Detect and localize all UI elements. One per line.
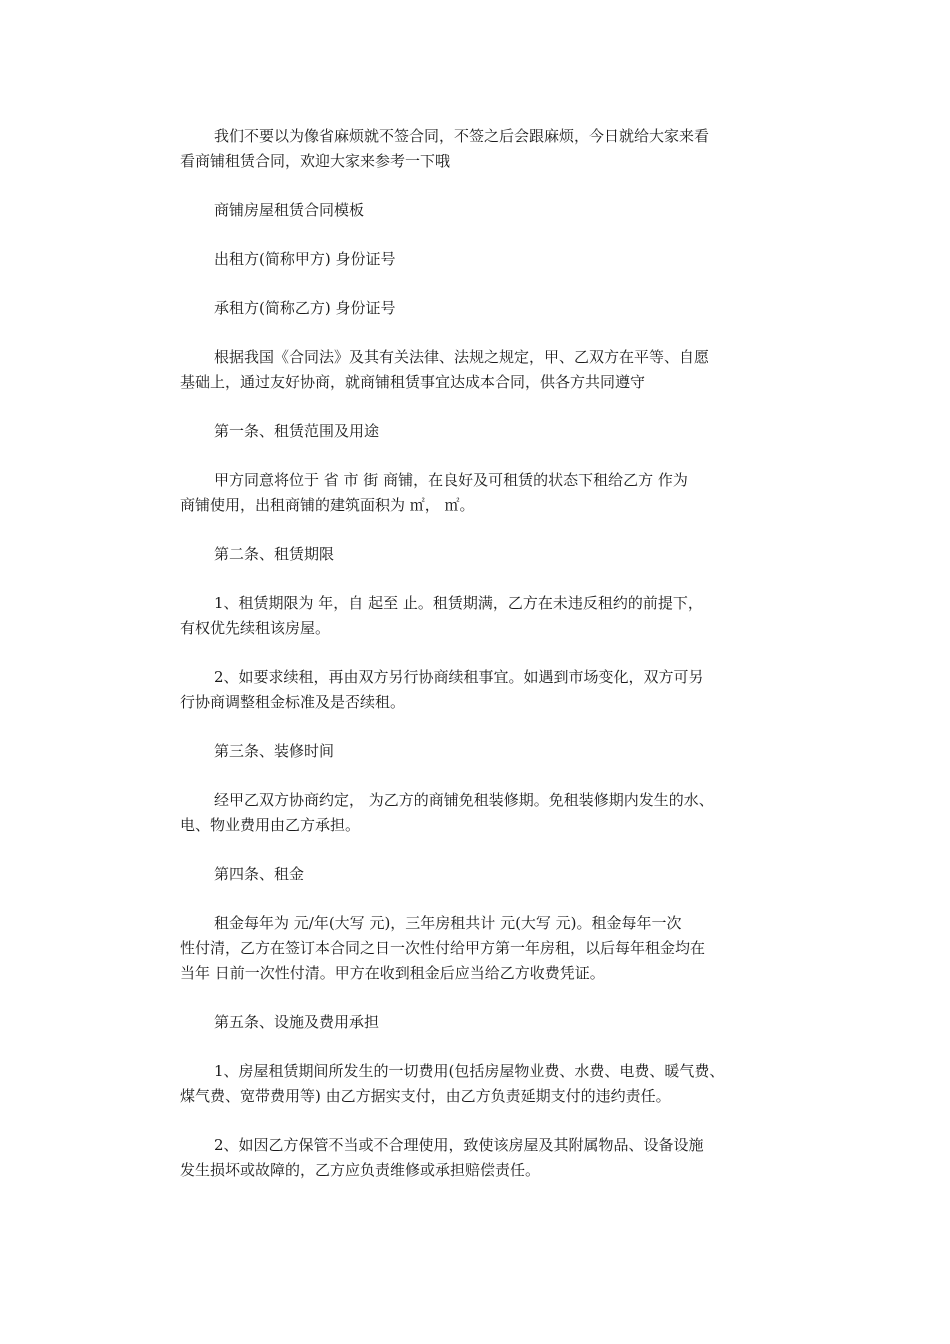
paragraph-line: 商铺使用，出租商铺的建筑面积为 ㎡， ㎡。 xyxy=(180,496,475,514)
paragraph xyxy=(180,788,780,838)
paragraph xyxy=(180,591,780,641)
paragraph-line: 第三条、装修时间 xyxy=(214,742,335,760)
paragraph xyxy=(180,247,780,272)
paragraph-line: 甲方同意将位于 省 市 街 商铺，在良好及可租赁的状态下租给乙方 作为 xyxy=(214,471,688,489)
paragraph-line: 看商铺租赁合同，欢迎大家来参考一下哦 xyxy=(180,152,451,170)
paragraph-line: 承租方(简称乙方) 身份证号 xyxy=(214,299,396,317)
paragraph xyxy=(180,665,780,715)
paragraph-line: 电、物业费用由乙方承担。 xyxy=(180,816,361,834)
paragraph xyxy=(180,1133,780,1183)
paragraph xyxy=(180,911,780,986)
paragraph xyxy=(180,1059,780,1109)
paragraph xyxy=(180,739,780,764)
paragraph-line: 经甲乙双方协商约定， 为乙方的商铺免租装修期。免租装修期内发生的水、 xyxy=(214,791,714,809)
paragraph-line: 煤气费、宽带费用等) 由乙方据实支付，由乙方负责延期支付的违约责任。 xyxy=(180,1087,671,1105)
paragraph-line: 1、房屋租赁期间所发生的一切费用(包括房屋物业费、水费、电费、暖气费、 xyxy=(214,1062,725,1080)
paragraph-line: 根据我国《合同法》及其有关法律、法规之规定，甲、乙双方在平等、自愿 xyxy=(214,348,710,366)
paragraph-line: 1、租赁期限为 年，自 起至 止。租赁期满，乙方在未违反租约的前提下， xyxy=(214,594,703,612)
paragraph-line: 我们不要以为像省麻烦就不签合同，不签之后会跟麻烦，今日就给大家来看 xyxy=(214,127,710,145)
paragraph xyxy=(180,345,780,395)
paragraph xyxy=(180,296,780,321)
paragraph xyxy=(180,124,780,174)
paragraph-line: 有权优先续租该房屋。 xyxy=(180,619,331,637)
paragraph xyxy=(180,1010,780,1035)
paragraph-line: 第二条、租赁期限 xyxy=(214,545,335,563)
paragraph xyxy=(180,419,780,444)
paragraph-line: 发生损坏或故障的，乙方应负责维修或承担赔偿责任。 xyxy=(180,1161,541,1179)
paragraph-line: 基础上，通过友好协商，就商铺租赁事宜达成本合同，供各方共同遵守 xyxy=(180,373,646,391)
paragraph xyxy=(180,468,780,518)
paragraph-line: 租金每年为 元/年(大写 元)，三年房租共计 元(大写 元)。租金每年一次 xyxy=(214,914,682,932)
paragraph-line: 行协商调整租金标准及是否续租。 xyxy=(180,693,406,711)
paragraph xyxy=(180,862,780,887)
paragraph-line: 出租方(简称甲方) 身份证号 xyxy=(214,250,396,268)
paragraph-line: 第四条、租金 xyxy=(214,865,305,883)
paragraph xyxy=(180,198,780,223)
paragraph-line: 2、如要求续租，再由双方另行协商续租事宜。如遇到市场变化，双方可另 xyxy=(214,668,704,686)
paragraph xyxy=(180,542,780,567)
paragraph-line: 商铺房屋租赁合同模板 xyxy=(214,201,365,219)
paragraph-line: 第五条、设施及费用承担 xyxy=(214,1013,380,1031)
paragraph-line: 第一条、租赁范围及用途 xyxy=(214,422,380,440)
document-body xyxy=(180,124,780,1207)
paragraph-line: 性付清，乙方在签订本合同之日一次性付给甲方第一年房租，以后每年租金均在 xyxy=(180,939,706,957)
paragraph-line: 当年 日前一次性付清。甲方在收到租金后应当给乙方收费凭证。 xyxy=(180,964,605,982)
paragraph-line: 2、如因乙方保管不当或不合理使用，致使该房屋及其附属物品、设备设施 xyxy=(214,1136,704,1154)
